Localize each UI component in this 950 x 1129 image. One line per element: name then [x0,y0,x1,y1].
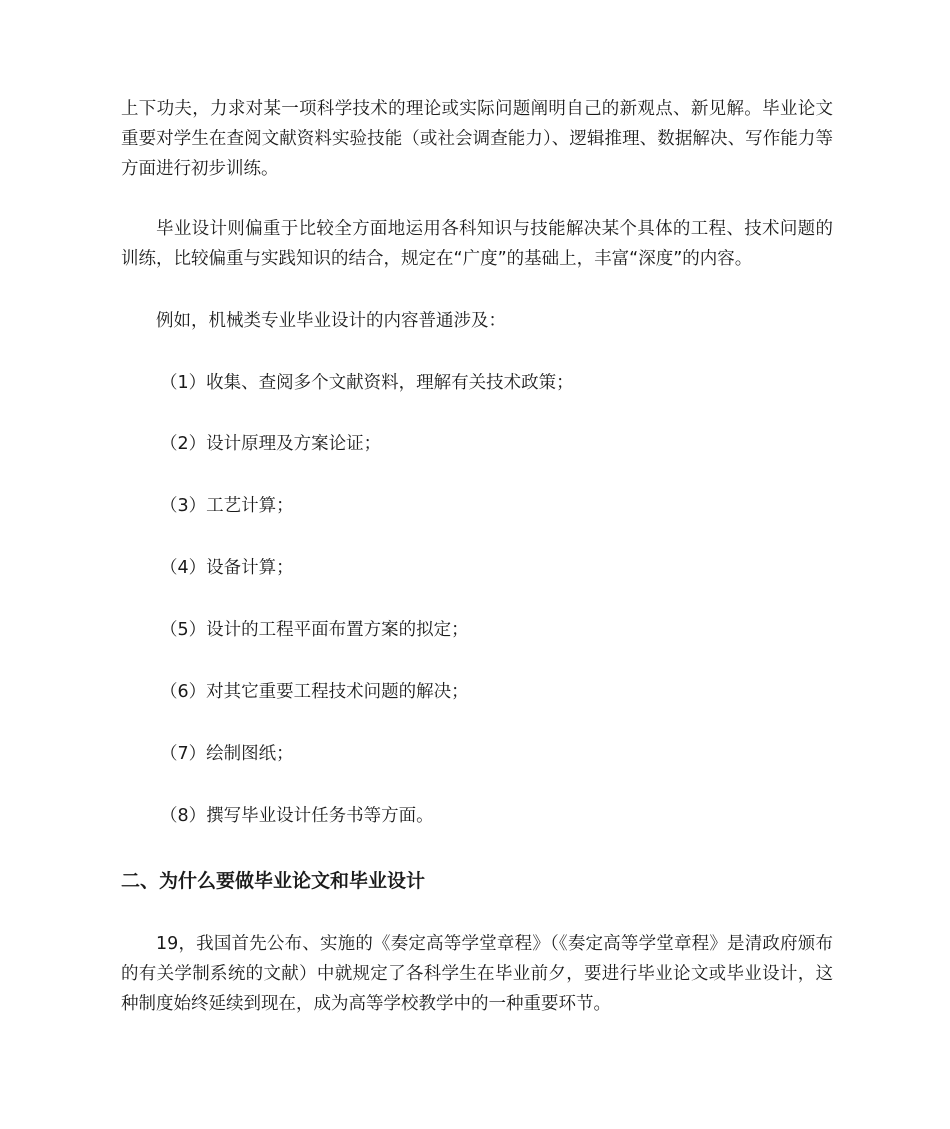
list-item: （7）绘制图纸； [160,744,294,764]
section-heading: 二、为什么要做毕业论文和毕业设计 [121,870,426,892]
list-item: （6）对其它重要工程技术问题的解决； [160,682,469,702]
paragraph-example-intro: 例如，机械类专业毕业设计的内容普通涉及： [156,311,506,331]
paragraph-history: 19，我国首先公布、实施的《奏定高等学堂章程》（《奏定高等学堂章程》是清政府颁布的有关学制系统的文献）中就规定了各科学生在毕业前夕，要进行毕业论文或毕业设计，这种制度始终延续到现在，成为高等学校教学中的一种重要环节。 [121,934,833,1014]
list-item: （5）设计的工程平面布置方案的拟定； [160,620,469,640]
list-item: （8）撰写毕业设计任务书等方面。 [160,806,434,826]
list-item: （1）收集、查阅多个文献资料，理解有关技术政策； [160,373,574,393]
list-item: （3）工艺计算； [160,496,294,516]
list-item: （2）设计原理及方案论证； [160,434,382,454]
paragraph-thesis-training: 上下功夫，力求对某一项科学技术的理论或实际问题阐明自己的新观点、新见解。毕业论文重要对学生在查阅文献资料实验技能（或社会调查能力）、逻辑推理、数据解决、写作能力等方面进行初步训练。 [121,99,833,179]
list-item: （4）设备计算； [160,558,294,578]
paragraph-design-definition: 毕业设计则偏重于比较全方面地运用各科知识与技能解决某个具体的工程、技术问题的训练，比较偏重与实践知识的结合，规定在“广度”的基础上，丰富“深度”的内容。 [121,219,833,269]
